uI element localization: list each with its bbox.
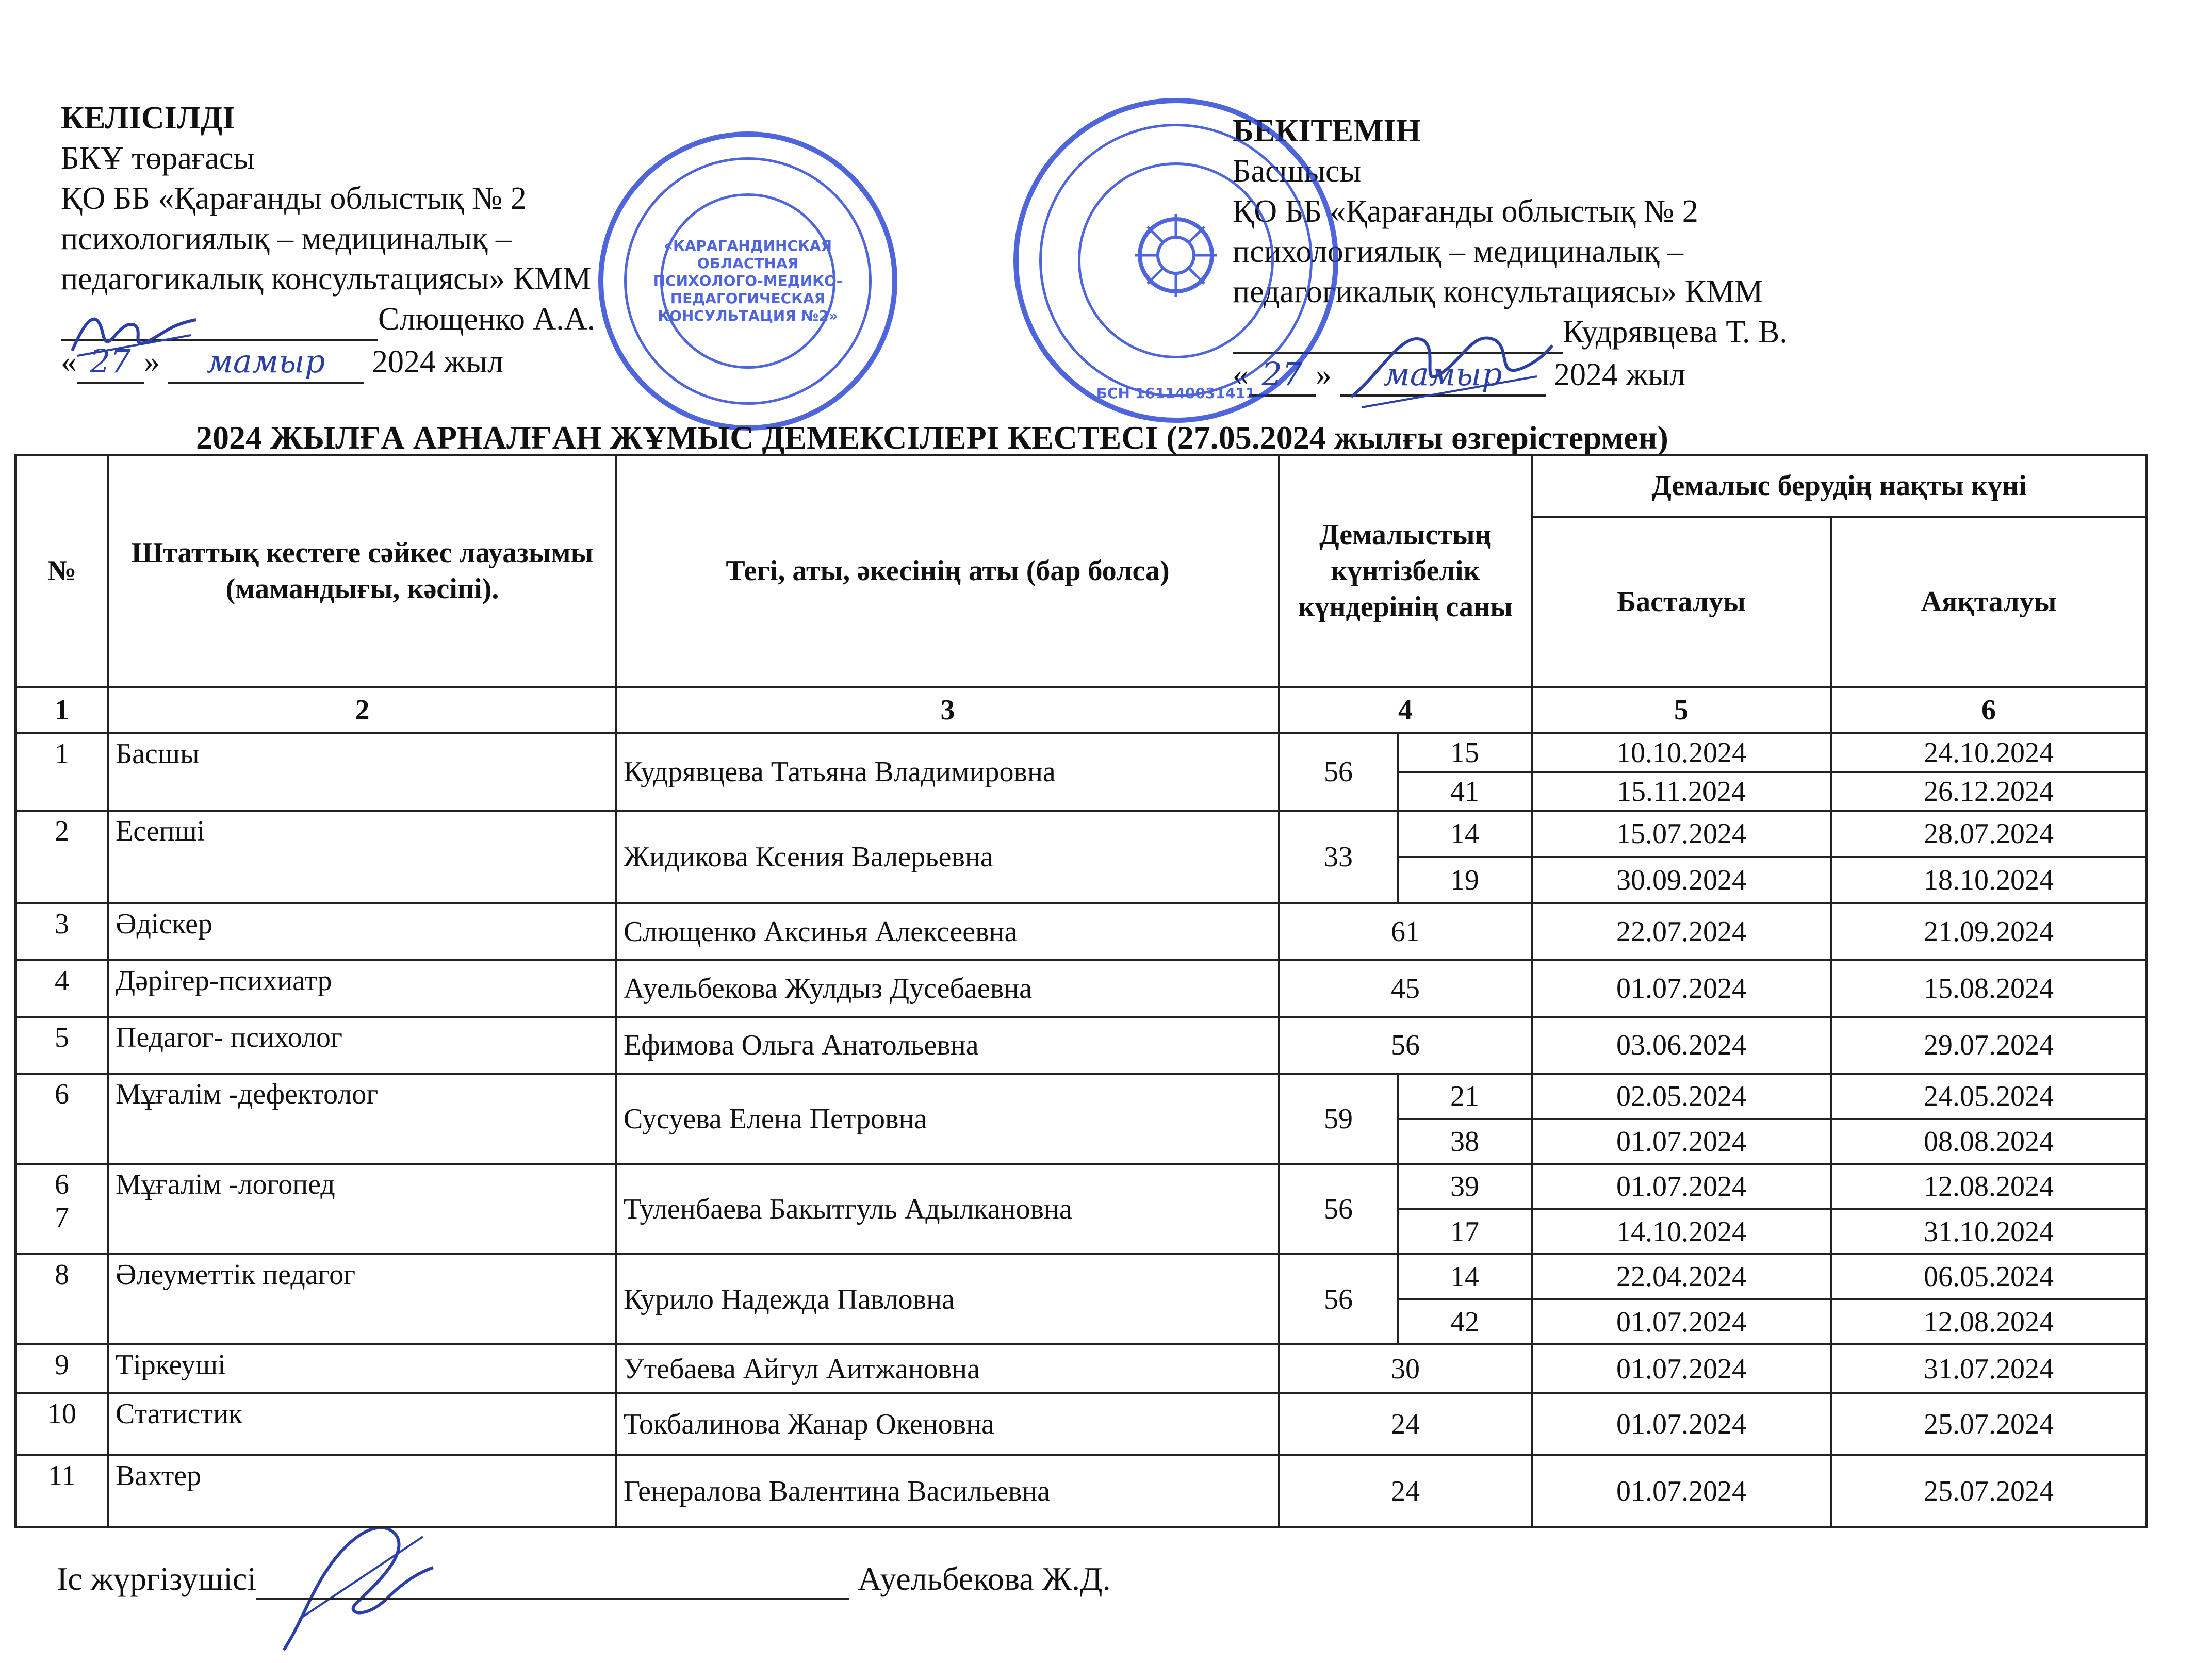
row-number: 5 xyxy=(15,1017,108,1074)
row-position: Вахтер xyxy=(108,1455,616,1527)
row-name: Жидикова Ксения Валерьевна xyxy=(616,811,1279,903)
row-end-date: 25.07.2024 xyxy=(1831,1393,2147,1455)
row-position: Статистик xyxy=(108,1393,616,1455)
header-days: Демалыстың күнтізбелік күндерінің саны xyxy=(1279,455,1532,687)
row-start-date: 22.04.2024 xyxy=(1532,1254,1831,1299)
row-start-date: 01.07.2024 xyxy=(1532,960,1831,1017)
col-number: 5 xyxy=(1532,687,1831,733)
document-title: 2024 ЖЫЛҒА АРНАЛҒАН ЖҰМЫС ДЕМЕКСІЛЕРІ КЕСТЕСІ (27.05.2024 жылғы өзгерістермен) xyxy=(196,419,1668,456)
row-end-date: 24.05.2024 xyxy=(1831,1074,2147,1119)
row-total-days: 33 xyxy=(1279,811,1398,903)
date-quote-open: « xyxy=(61,344,77,380)
row-total-days: 24 xyxy=(1279,1455,1532,1527)
row-total-days: 45 xyxy=(1279,960,1532,1017)
header-actual-date: Демалыс берудің нақты күні xyxy=(1532,455,2147,517)
stamp-right-text: БСН 161140031411 xyxy=(1096,385,1256,402)
date-quote-open: « xyxy=(1233,357,1249,392)
row-total-days: 56 xyxy=(1279,1017,1532,1074)
table-row xyxy=(15,1164,2147,1209)
row-number: 10 xyxy=(15,1393,108,1455)
date-month: мамыр xyxy=(1340,354,1546,397)
row-end-date: 21.09.2024 xyxy=(1831,903,2147,960)
table-row xyxy=(15,811,2147,857)
row-number: 11 xyxy=(15,1455,108,1527)
col-number: 1 xyxy=(15,687,108,733)
row-start-date: 01.07.2024 xyxy=(1532,1344,1831,1393)
row-end-date: 31.07.2024 xyxy=(1831,1344,2147,1393)
table-body xyxy=(15,733,2147,1527)
row-position: Басшы xyxy=(108,733,616,811)
approval-left-role: БКҰ төрағасы xyxy=(61,141,255,176)
row-name: Слющенко Аксинья Алексеевна xyxy=(616,903,1279,960)
row-total-days: 56 xyxy=(1279,1254,1398,1344)
row-start-date: 15.11.2024 xyxy=(1532,772,1831,811)
row-total-days: 24 xyxy=(1279,1393,1532,1455)
row-end-date: 26.12.2024 xyxy=(1831,772,2147,811)
header-num: № xyxy=(15,455,108,687)
row-number: 9 xyxy=(15,1344,108,1393)
row-total-days: 56 xyxy=(1279,1164,1398,1254)
row-total-days: 56 xyxy=(1279,733,1398,811)
row-number: 4 xyxy=(15,960,108,1017)
row-start-date: 14.10.2024 xyxy=(1532,1209,1831,1254)
row-period-days: 14 xyxy=(1398,811,1532,857)
row-position: Тіркеуші xyxy=(108,1344,616,1393)
footer xyxy=(57,1560,1111,1600)
table-row xyxy=(15,903,2147,960)
row-name: Ефимова Ольга Анатольевна xyxy=(616,1017,1279,1074)
row-period-days: 38 xyxy=(1398,1119,1532,1164)
row-start-date: 02.05.2024 xyxy=(1532,1074,1831,1119)
row-number: 6 xyxy=(15,1074,108,1164)
row-period-days: 15 xyxy=(1398,733,1532,772)
row-number: 8 xyxy=(15,1254,108,1344)
row-end-date: 12.08.2024 xyxy=(1831,1299,2147,1344)
approval-left-org-line2: психологиялық – медициналық – xyxy=(61,221,512,256)
col-number: 3 xyxy=(616,687,1279,733)
table-row xyxy=(15,1393,2147,1455)
date-quote-close: » xyxy=(1316,357,1332,392)
row-position: Мұғалім -логопед xyxy=(108,1164,616,1254)
row-end-date: 06.05.2024 xyxy=(1831,1254,2147,1299)
date-month: мамыр xyxy=(168,341,364,384)
row-total-days: 30 xyxy=(1279,1344,1532,1393)
approval-right-org-line1: ҚО ББ «Қарағанды облыстық № 2 xyxy=(1233,194,1698,229)
row-start-date: 22.07.2024 xyxy=(1532,903,1831,960)
row-start-date: 15.07.2024 xyxy=(1532,811,1831,857)
row-period-days: 14 xyxy=(1398,1254,1532,1299)
vacation-schedule-table xyxy=(14,454,2148,1528)
row-name: Утебаева Айгул Аитжановна xyxy=(616,1344,1279,1393)
footer-signer: Ауельбекова Ж.Д. xyxy=(858,1560,1111,1597)
signature-line xyxy=(256,1560,849,1600)
row-start-date: 01.07.2024 xyxy=(1532,1393,1831,1455)
row-end-date: 24.10.2024 xyxy=(1831,733,2147,772)
col-number: 2 xyxy=(108,687,616,733)
signature-left-icon xyxy=(67,304,201,366)
header-end: Аяқталуы xyxy=(1831,517,2147,687)
row-name: Ауельбекова Жулдыз Дусебаевна xyxy=(616,960,1279,1017)
row-total-days: 61 xyxy=(1279,903,1532,960)
table-row xyxy=(15,1254,2147,1299)
row-end-date: 08.08.2024 xyxy=(1831,1119,2147,1164)
row-name: Токбалинова Жанар Океновна xyxy=(616,1393,1279,1455)
row-start-date: 30.09.2024 xyxy=(1532,857,1831,903)
row-number: 2 xyxy=(15,811,108,903)
row-end-date: 31.10.2024 xyxy=(1831,1209,2147,1254)
approval-left-title: КЕЛІСІЛДІ xyxy=(61,101,235,136)
row-position: Мұғалім -дефектолог xyxy=(108,1074,616,1164)
row-name: Сусуева Елена Петровна xyxy=(616,1074,1279,1164)
approval-right-org-line2: психологиялық – медициналық – xyxy=(1233,234,1683,269)
row-position: Әдіскер xyxy=(108,903,616,960)
row-total-days: 59 xyxy=(1279,1074,1398,1164)
row-period-days: 42 xyxy=(1398,1299,1532,1344)
table-row xyxy=(15,1344,2147,1393)
row-position: Педагог- психолог xyxy=(108,1017,616,1074)
row-start-date: 01.07.2024 xyxy=(1532,1164,1831,1209)
table-row xyxy=(15,1017,2147,1074)
stamp-left-text: «КАРАГАНДИНСКАЯ ОБЛАСТНАЯ ПСИХОЛОГО-МЕДИКО-ПЕДАГОГИЧЕСКАЯ КОНСУЛЬТАЦИЯ №2» xyxy=(653,237,843,324)
row-position: Әлеуметтік педагог xyxy=(108,1254,616,1344)
approval-left-signer: Слющенко А.А. xyxy=(378,302,596,337)
date-year: 2024 жыл xyxy=(372,344,503,380)
row-end-date: 15.08.2024 xyxy=(1831,960,2147,1017)
row-number: 6 7 xyxy=(15,1164,108,1254)
row-name: Курило Надежда Павловна xyxy=(616,1254,1279,1344)
approval-right-signer: Кудрявцева Т. В. xyxy=(1563,315,1788,350)
row-period-days: 17 xyxy=(1398,1209,1532,1254)
row-number: 3 xyxy=(15,903,108,960)
row-end-date: 28.07.2024 xyxy=(1831,811,2147,857)
row-start-date: 03.06.2024 xyxy=(1532,1017,1831,1074)
approval-left-org-line3: педагогикалық консультациясы» КММ xyxy=(61,261,592,297)
stamp-left xyxy=(598,131,897,431)
row-period-days: 21 xyxy=(1398,1074,1532,1119)
row-position: Дәрігер-психиатр xyxy=(108,960,616,1017)
row-number: 1 xyxy=(15,733,108,811)
row-period-days: 19 xyxy=(1398,857,1532,903)
col-number: 4 xyxy=(1279,687,1532,733)
date-day: 27 xyxy=(1249,354,1316,397)
row-end-date: 29.07.2024 xyxy=(1831,1017,2147,1074)
footer-label: Іс жүргізушісі xyxy=(57,1560,257,1597)
row-name: Кудрявцева Татьяна Владимировна xyxy=(616,733,1279,811)
row-start-date: 01.07.2024 xyxy=(1532,1119,1831,1164)
row-start-date: 10.10.2024 xyxy=(1532,733,1831,772)
header-position: Штаттық кестеге сәйкес лауазымы (мамандығы, кәсіпі). xyxy=(108,455,616,687)
row-period-days: 39 xyxy=(1398,1164,1532,1209)
row-end-date: 25.07.2024 xyxy=(1831,1455,2147,1527)
signature-right-icon xyxy=(1341,309,1558,413)
date-year: 2024 жыл xyxy=(1554,357,1685,392)
header-name: Тегі, аты, әкесінің аты (бар болса) xyxy=(616,455,1279,687)
row-start-date: 01.07.2024 xyxy=(1532,1455,1831,1527)
table-row xyxy=(15,733,2147,772)
row-name: Туленбаева Бакытгуль Адылкановна xyxy=(616,1164,1279,1254)
header-start: Басталуы xyxy=(1532,517,1831,687)
table-row xyxy=(15,1074,2147,1119)
row-position: Есепші xyxy=(108,811,616,903)
approval-right-title: БЕКІТЕМІН xyxy=(1233,113,1421,149)
approval-right-role: Басшысы xyxy=(1233,154,1362,189)
approval-right-org-line3: педагогикалық консультациясы» КММ xyxy=(1233,274,1763,309)
row-start-date: 01.07.2024 xyxy=(1532,1299,1831,1344)
col-number: 6 xyxy=(1831,687,2147,733)
approval-left-org-line1: ҚО ББ «Қарағанды облыстық № 2 xyxy=(61,181,527,216)
row-period-days: 41 xyxy=(1398,772,1532,811)
row-name: Генералова Валентина Васильевна xyxy=(616,1455,1279,1527)
table-row xyxy=(15,960,2147,1017)
row-end-date: 18.10.2024 xyxy=(1831,857,2147,903)
date-quote-close: » xyxy=(144,344,160,380)
date-day: 27 xyxy=(77,341,144,384)
stamp-right xyxy=(1013,98,1338,423)
table-row xyxy=(15,1455,2147,1527)
row-end-date: 12.08.2024 xyxy=(1831,1164,2147,1209)
emblem-icon xyxy=(1124,204,1227,307)
